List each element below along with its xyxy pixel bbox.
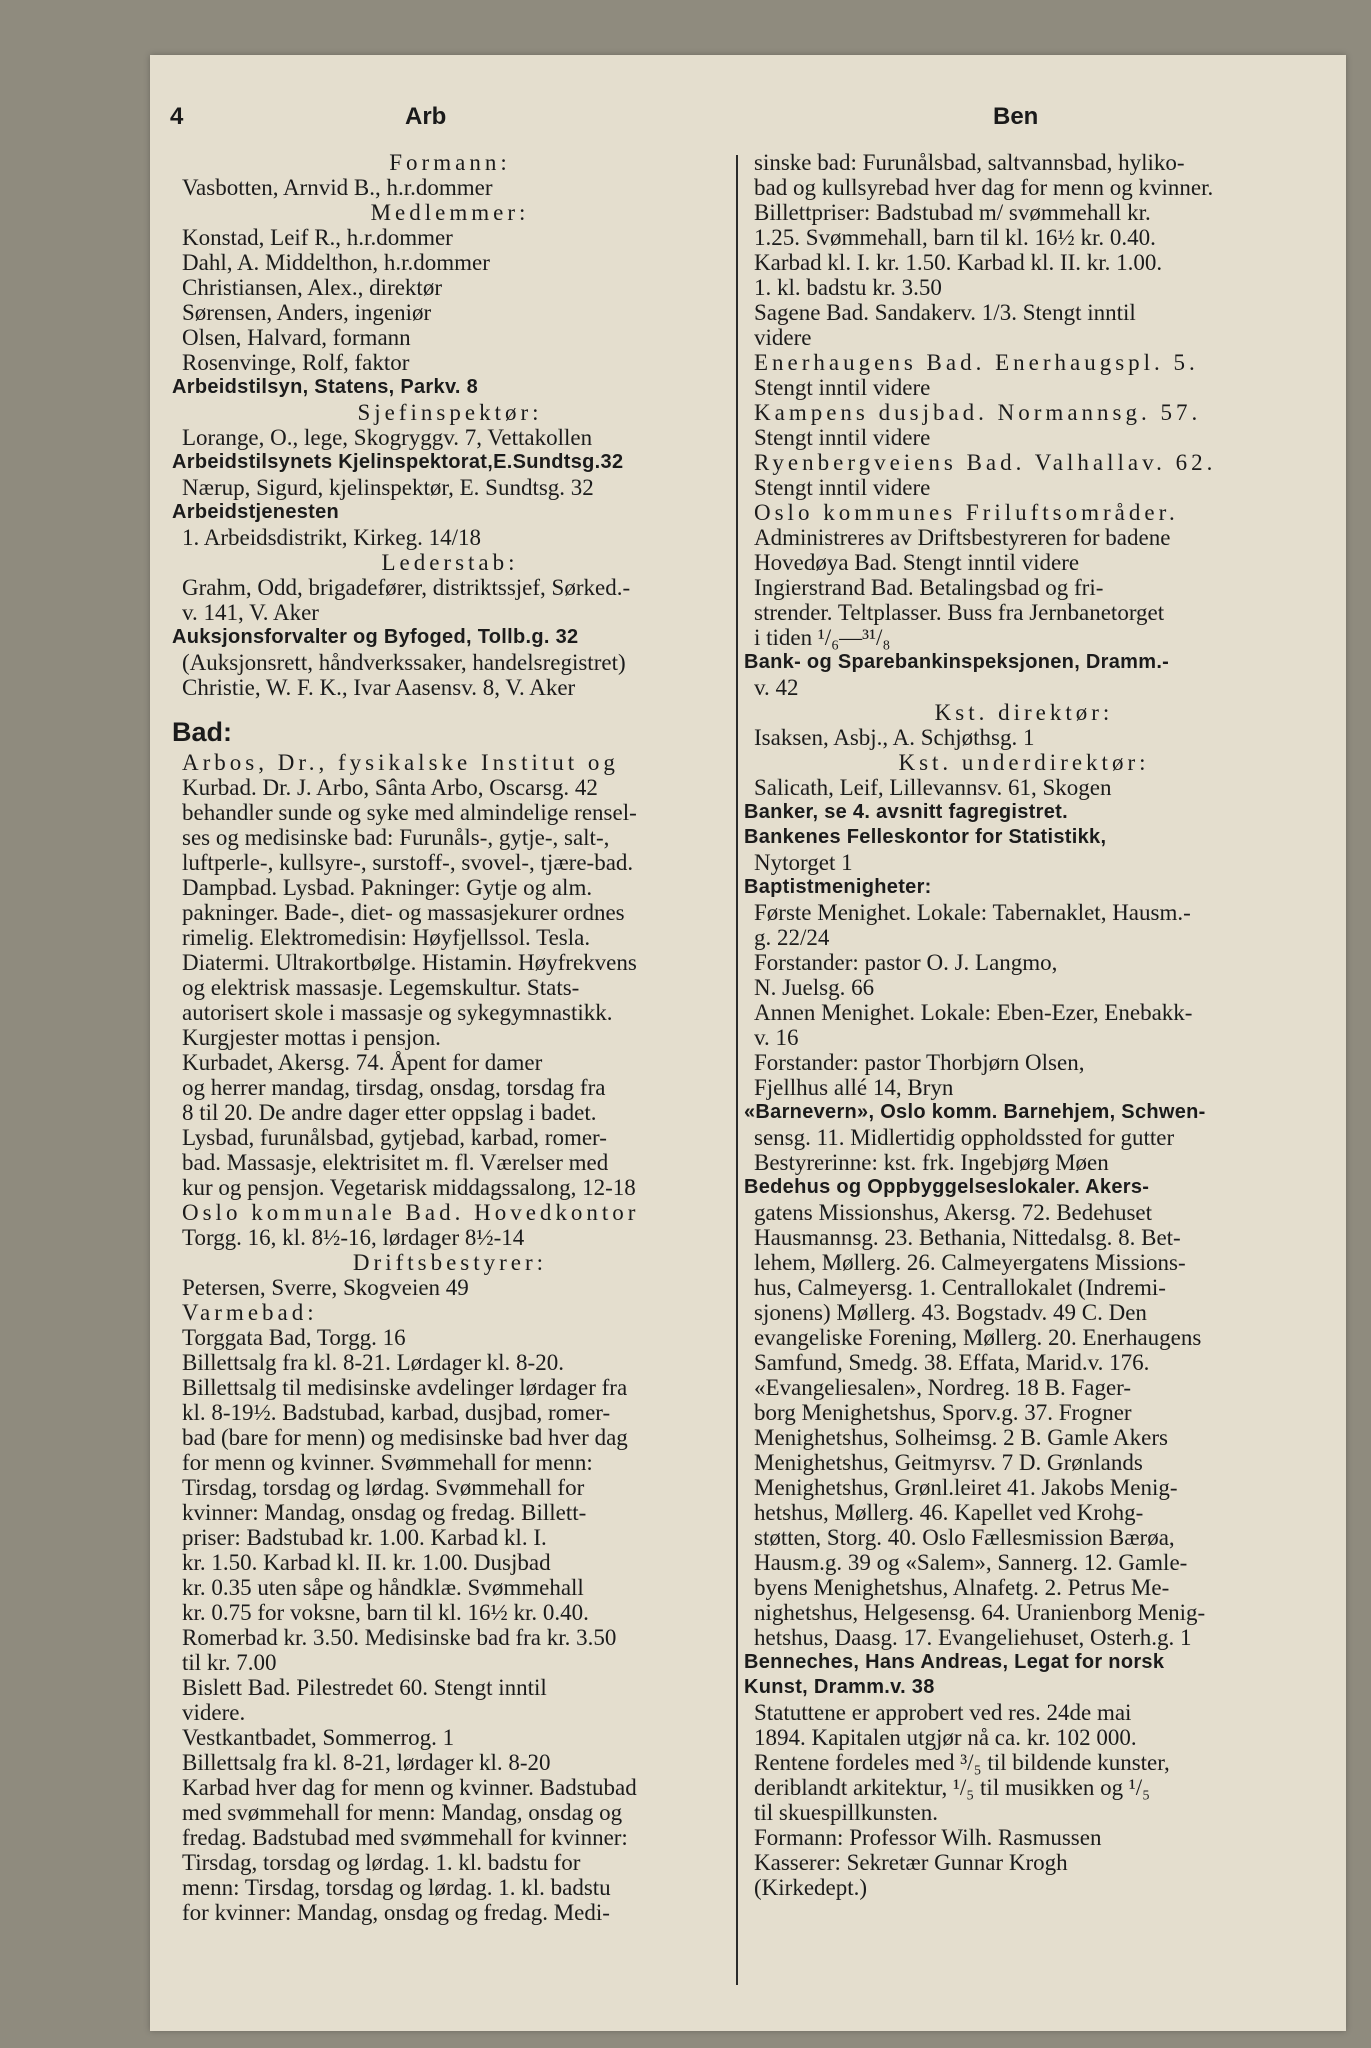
entry-line: Oslo kommunale Bad. Hovedkontor (182, 1200, 640, 1225)
page-header (150, 103, 1346, 143)
entry-line: Billettsalg fra kl. 8-21. Lørdager kl. 8-20. (182, 1350, 564, 1375)
entry-line: Nærup, Sigurd, kjelinspektør, E. Sundtsg. 32 (182, 475, 594, 500)
entry-line: Arbos, Dr., fysikalske Institut og (182, 750, 619, 775)
entry-line: N. Juelsg. 66 (754, 975, 875, 1000)
entry-line: Vestkantbadet, Sommerrog. 1 (182, 1725, 455, 1750)
entry-line: Medlemmer: (370, 200, 530, 225)
entry-line: Ingierstrand Bad. Betalingsbad og fri- (754, 575, 1104, 600)
entry-line: strender. Teltplasser. Buss fra Jernbanetorget (754, 600, 1165, 625)
entry-line: Stengt inntil videre (754, 375, 931, 400)
entry-line: «Evangeliesalen», Nordreg. 18 B. Fager- (754, 1375, 1132, 1400)
entry-line: Menighetshus, Grønl.leiret 41. Jakobs Menig- (754, 1475, 1178, 1500)
entry-line: Hovedøya Bad. Stengt inntil videre (754, 550, 1080, 575)
entry-line: (Auksjonsrett, håndverkssaker, handelsregistret) (182, 650, 626, 675)
entry-line: kvinner: Mandag, onsdag og fredag. Billett- (182, 1500, 587, 1525)
entry-line: Kurbadet, Akersg. 74. Åpent for damer (182, 1050, 543, 1075)
entry-heading: Banker, se 4. avsnitt fagregistret. (744, 801, 1068, 823)
entry-line: Lorange, O., lege, Skogryggv. 7, Vettakollen (182, 425, 593, 450)
entry-line: Christie, W. F. K., Ivar Aasensv. 8, V. Aker (182, 675, 576, 700)
entry-line: Petersen, Sverre, Skogveien 49 (182, 1275, 469, 1300)
entry-line: Forstander: pastor Thorbjørn Olsen, (754, 1050, 1085, 1075)
entry-line: Stengt inntil videre (754, 425, 931, 450)
entry-line: (Kirkedept.) (754, 1875, 868, 1900)
entry-line: Tirsdag, torsdag og lørdag. Svømmehall for (182, 1475, 585, 1500)
entry-line: 8 til 20. De andre dager etter oppslag i badet. (182, 1100, 597, 1125)
entry-line: byens Menighetshus, Alnafetg. 2. Petrus Me- (754, 1575, 1170, 1600)
entry-line: kr. 0.35 uten såpe og håndklæ. Svømmehall (182, 1575, 584, 1600)
entry-line: 1. kl. badstu kr. 3.50 (754, 275, 942, 300)
running-head-left: Arb (405, 103, 447, 130)
entry-line: Konstad, Leif R., h.r.dommer (182, 225, 453, 250)
entry-line: 1.25. Svømmehall, barn til kl. 16½ kr. 0.40. (754, 225, 1156, 250)
entry-line: Dampbad. Lysbad. Pakninger: Gytje og alm. (182, 875, 593, 900)
entry-heading: Arbeidstilsyn, Statens, Parkv. 8 (172, 376, 479, 398)
directory-page (150, 55, 1346, 2031)
entry-line: evangeliske Forening, Møllerg. 20. Enerhaugens (754, 1325, 1202, 1350)
entry-line: Lederstab: (381, 550, 519, 575)
entry-line: støtten, Storg. 40. Oslo Fællesmission Bærøa, (754, 1525, 1175, 1550)
entry-line: Hausmannsg. 23. Bethania, Nittedalsg. 8. Bet- (754, 1225, 1181, 1250)
entry-line: og herrer mandag, tirsdag, onsdag, torsdag fra (182, 1075, 606, 1100)
entry-line: v. 42 (754, 675, 799, 700)
entry-line: behandler sunde og syke med almindelige rensel- (182, 800, 637, 825)
entry-line: priser: Badstubad kr. 1.00. Karbad kl. I. (182, 1525, 547, 1550)
entry-line: ses og medisinske bad: Furunåls-, gytje-, salt-, (182, 825, 610, 850)
entry-line: Bislett Bad. Pilestredet 60. Stengt inntil (182, 1675, 547, 1700)
entry-line: Olsen, Halvard, formann (182, 325, 411, 350)
entry-line: gatens Missionshus, Akersg. 72. Bedehuset (754, 1200, 1153, 1225)
entry-line: bad. Massasje, elektrisitet m. fl. Værelser med (182, 1150, 609, 1175)
entry-line: Karbad hver dag for menn og kvinner. Badstubad (182, 1775, 637, 1800)
entry-line: Varmebad: (182, 1300, 318, 1325)
entry-line: Sjefinspektør: (357, 400, 543, 425)
entry-line: nighetshus, Helgesensg. 64. Uranienborg Menig- (754, 1600, 1206, 1625)
entry-line: lehem, Møllerg. 26. Calmeyergatens Missions- (754, 1250, 1186, 1275)
entry-line: Ryenbergveiens Bad. Valhallav. 62. (754, 450, 1217, 475)
entry-line: Kasserer: Sekretær Gunnar Krogh (754, 1850, 1068, 1875)
entry-line: videre. (182, 1700, 246, 1725)
entry-line: Første Menighet. Lokale: Tabernaklet, Hausm.- (754, 900, 1191, 925)
entry-line: 1. Arbeidsdistrikt, Kirkeg. 14/18 (182, 525, 481, 550)
entry-line: Samfund, Smedg. 38. Effata, Marid.v. 176. (754, 1350, 1150, 1375)
entry-line: Kst. direktør: (934, 700, 1114, 725)
entry-line: Torggata Bad, Torgg. 16 (182, 1325, 406, 1350)
entry-line: autorisert skole i massasje og sykegymnastikk. (182, 1000, 613, 1025)
entry-line: Salicath, Leif, Lillevannsv. 61, Skogen (754, 775, 1112, 800)
entry-line: videre (754, 325, 812, 350)
entry-line: Kurbad. Dr. J. Arbo, Sânta Arbo, Oscarsg. 42 (182, 775, 598, 800)
entry-heading: Auksjonsforvalter og Byfoged, Tollb.g. 32 (172, 626, 579, 648)
entry-line: Fjellhus allé 14, Bryn (754, 1075, 954, 1100)
entry-line: Christiansen, Alex., direktør (182, 275, 442, 300)
entry-heading: Bankenes Felleskontor for Statistikk, (744, 826, 1107, 848)
entry-heading: Bad: (172, 717, 232, 747)
entry-line: rimelig. Elektromedisin: Høyfjellssol. Tesla. (182, 925, 591, 950)
entry-line: Kst. underdirektør: (898, 750, 1150, 775)
entry-line: med svømmehall for menn: Mandag, onsdag og (182, 1800, 623, 1825)
entry-line: Torgg. 16, kl. 8½-16, lørdager 8½-14 (182, 1225, 525, 1250)
entry-line: Menighetshus, Geitmyrsv. 7 D. Grønlands (754, 1450, 1143, 1475)
entry-line: Billettsalg til medisinske avdelinger lørdager fra (182, 1375, 628, 1400)
entry-line: Stengt inntil videre (754, 475, 931, 500)
entry-line: sjonens) Møllerg. 43. Bogstadv. 49 C. Den (754, 1300, 1147, 1325)
entry-line: Nytorget 1 (754, 850, 853, 875)
entry-line: for kvinner: Mandag, onsdag og fredag. Medi- (182, 1900, 610, 1925)
entry-line: kl. 8-19½. Badstubad, karbad, dusjbad, romer- (182, 1400, 611, 1425)
entry-line: Formann: (389, 150, 511, 175)
entry-line: Romerbad kr. 3.50. Medisinske bad fra kr. 3.50 (182, 1625, 617, 1650)
entry-line: v. 16 (754, 1025, 799, 1050)
entry-line: Rosenvinge, Rolf, faktor (182, 350, 410, 375)
entry-line: Annen Menighet. Lokale: Eben-Ezer, Enebakk- (754, 1000, 1193, 1025)
entry-heading: Benneches, Hans Andreas, Legat for norsk (744, 1651, 1165, 1673)
entry-line: bad og kullsyrebad hver dag for menn og kvinner. (754, 175, 1214, 200)
running-head-right: Ben (993, 103, 1039, 130)
entry-line: kur og pensjon. Vegetarisk middagssalong, 12-18 (182, 1175, 636, 1200)
entry-line: for menn og kvinner. Svømmehall for menn: (182, 1450, 593, 1475)
entry-line: Statuttene er approbert ved res. 24de mai (754, 1700, 1132, 1725)
entry-line: sensg. 11. Midlertidig oppholdssted for gutter (754, 1125, 1175, 1150)
entry-line: luftperle-, kullsyre-, surstoff-, svovel-, tjære-bad. (182, 850, 634, 875)
entry-line: kr. 1.50. Karbad kl. II. kr. 1.00. Dusjbad (182, 1550, 551, 1575)
entry-line: Administreres av Driftsbestyreren for badene (754, 525, 1171, 550)
entry-line: og elektrisk massasje. Legemskultur. Stats- (182, 975, 580, 1000)
entry-line: 1894. Kapitalen utgjør nå ca. kr. 102 000. (754, 1725, 1137, 1750)
entry-line: Enerhaugens Bad. Enerhaugspl. 5. (754, 350, 1199, 375)
entry-heading: Bedehus og Oppbyggelseslokaler. Akers- (744, 1176, 1150, 1198)
entry-line: deriblandt arkitektur, ¹/₅ til musikken og ¹/₅ (754, 1775, 1151, 1800)
entry-line: Vasbotten, Arnvid B., h.r.dommer (182, 175, 493, 200)
entry-heading: «Barnevern», Oslo komm. Barnehjem, Schwen- (744, 1101, 1206, 1123)
entry-line: menn: Tirsdag, torsdag og lørdag. 1. kl. badstu (182, 1875, 611, 1900)
entry-line: Sørensen, Anders, ingeniør (182, 300, 432, 325)
entry-line: Karbad kl. I. kr. 1.50. Karbad kl. II. kr. 1.00. (754, 250, 1163, 275)
entry-line: Diatermi. Ultrakortbølge. Histamin. Høyfrekvens (182, 950, 637, 975)
entry-line: borg Menighetshus, Sporv.g. 37. Frogner (754, 1400, 1132, 1425)
entry-line: Bestyrerinne: kst. frk. Ingebjørg Møen (754, 1150, 1109, 1175)
entry-heading: Kunst, Dramm.v. 38 (744, 1676, 935, 1698)
entry-line: Kurgjester mottas i pensjon. (182, 1025, 441, 1050)
entry-line: Billettsalg fra kl. 8-21, lørdager kl. 8-20 (182, 1750, 551, 1775)
entry-line: Rentene fordeles med ³/₅ til bildende kunster, (754, 1750, 1170, 1775)
right-column (744, 150, 1304, 1900)
entry-line: til kr. 7.00 (182, 1650, 277, 1675)
entry-line: Sagene Bad. Sandakerv. 1/3. Stengt inntil (754, 300, 1136, 325)
entry-line: hetshus, Møllerg. 46. Kapellet ved Krohg- (754, 1500, 1144, 1525)
entry-line: til skuespillkunsten. (754, 1800, 938, 1825)
page-number: 4 (170, 103, 184, 130)
entry-line: Billettpriser: Badstubad m/ svømmehall kr. (754, 200, 1151, 225)
entry-line: bad (bare for menn) og medisinske bad hver dag (182, 1425, 628, 1450)
entry-line: kr. 0.75 for voksne, barn til kl. 16½ kr. 0.40. (182, 1600, 589, 1625)
entry-line: Kampens dusjbad. Normannsg. 57. (754, 400, 1202, 425)
entry-line: Dahl, A. Middelthon, h.r.dommer (182, 250, 490, 275)
entry-heading: Bank- og Sparebankinspeksjonen, Dramm.- (744, 651, 1170, 673)
column-divider (736, 155, 738, 1985)
entry-line: hus, Calmeyersg. 1. Centrallokalet (Indremi- (754, 1275, 1166, 1300)
entry-line: Formann: Professor Wilh. Rasmussen (754, 1825, 1102, 1850)
entry-line: v. 141, V. Aker (182, 600, 319, 625)
entry-line: Menighetshus, Solheimsg. 2 B. Gamle Akers (754, 1425, 1168, 1450)
entry-line: g. 22/24 (754, 925, 830, 950)
entry-heading: Arbeidstilsynets Kjelinspektorat,E.Sundtsg.32 (172, 451, 624, 473)
entry-line: Hausm.g. 39 og «Salem», Sannerg. 12. Gamle- (754, 1550, 1188, 1575)
entry-line: Forstander: pastor O. J. Langmo, (754, 950, 1058, 975)
entry-line: hetshus, Daasg. 17. Evangeliehuset, Osterh.g. 1 (754, 1625, 1192, 1650)
entry-line: i tiden ¹/₆—³¹/₈ (754, 625, 891, 650)
entry-line: Driftsbestyrer: (352, 1250, 548, 1275)
entry-line: pakninger. Bade-, diet- og massasjekurer ordnes (182, 900, 625, 925)
entry-line: Tirsdag, torsdag og lørdag. 1. kl. badstu for (182, 1850, 581, 1875)
entry-heading: Baptistmenigheter: (744, 876, 932, 898)
entry-line: Oslo kommunes Friluftsområder. (754, 500, 1179, 525)
entry-line: Grahm, Odd, brigadefører, distriktssjef, Sørked.- (182, 575, 631, 600)
entry-line: sinske bad: Furunålsbad, saltvannsbad, hyliko- (754, 150, 1185, 175)
entry-line: Isaksen, Asbj., A. Schjøthsg. 1 (754, 725, 1035, 750)
left-column (172, 150, 728, 1925)
entry-line: Lysbad, furunålsbad, gytjebad, karbad, romer- (182, 1125, 607, 1150)
entry-heading: Arbeidstjenesten (172, 501, 340, 523)
entry-line: fredag. Badstubad med svømmehall for kvinner: (182, 1825, 628, 1850)
